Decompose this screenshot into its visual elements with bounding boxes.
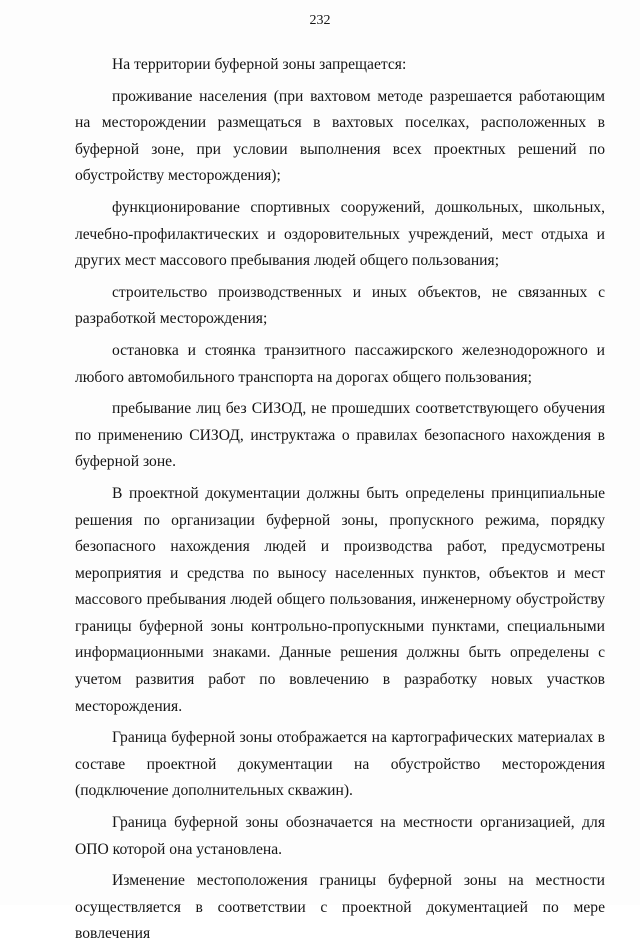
paragraph-boundary-marking: Граница буферной зоны обозначается на местности организацией, для ОПО которой она установлена. [75,814,605,858]
paragraph-facilities: функционирование спортивных сооружений, дошкольных, школьных, лечебно-профилактических и оздоровительных учреждений, мест отдыха и других мест массового пребывания людей общего пользования; [75,198,605,270]
paragraph-sizod: пребывание лиц без СИЗОД, не прошедших соответствующего обучения по применению СИЗОД, инструктажа о правилах безопасного нахождения в буферной зоне. [75,400,605,471]
page-number: 232 [309,13,331,28]
paragraph-transport: остановка и стоянка транзитного пассажирского железнодорожного и любого автомобильного транспорта на дорогах общего пользования; [75,341,605,386]
paragraph-boundary-change: Изменение местоположения границы буферной зоны на местности осуществляется в соответствии с проектной документацией по мере вовлечения [75,872,605,943]
paragraph-project-documentation: В проектной документации должны быть определены принципиальные решения по организации буферной зоны, пропускного режима, порядку безопасного нахождения людей и производства работ, предусмотрены мероприятия и средства по выносу населенных пунктов, объектов и мест массового пребывания людей общего пользования, инженерному обустройству границы буферной зоны контрольно-пропускными пунктами, специальными информационными знаками. Данные решения должны быть определены с учетом развития работ по вовлечению в разработку новых участков месторождения. [75,484,605,715]
document-body [75,52,605,948]
paragraph-residence: проживание населения (при вахтовом методе разрешается работающим на месторождении размещаться в вахтовых поселках, расположенных в буферной зоне, при условии выполнения всех проектных решений по обустройству месторождения); [75,87,605,185]
paragraph-prohibited-heading: На территории буферной зоны запрещается: [112,56,407,73]
paragraph-boundary-maps: Граница буферной зоны отображается на картографических материалах в составе проектной документации на обустройство месторождения (подключение дополнительных скважин). [75,729,605,800]
paragraph-construction: строительство производственных и иных объектов, не связанных с разработкой месторождения; [75,283,605,328]
